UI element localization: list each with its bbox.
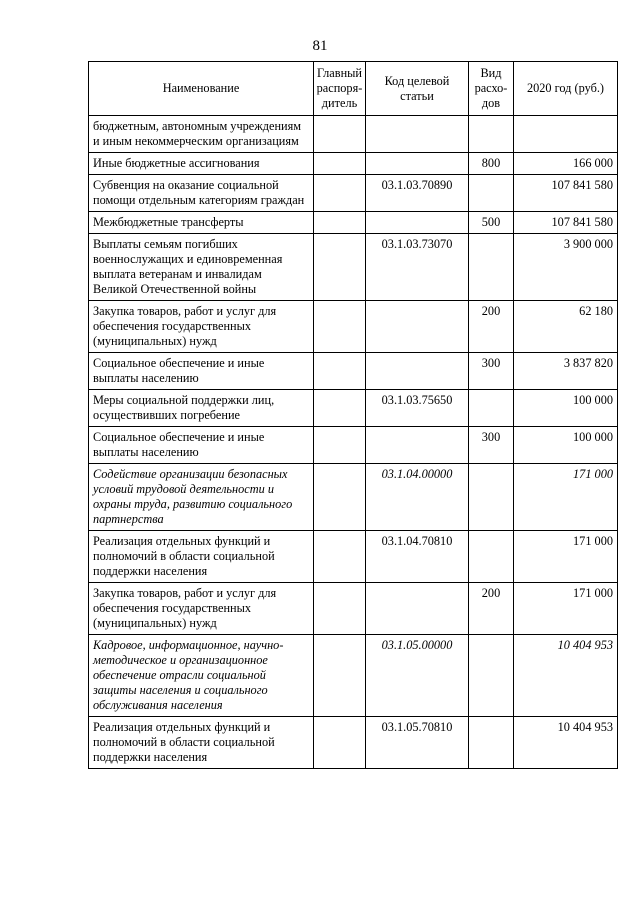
row-amount: 10 404 953: [514, 717, 618, 769]
row-code: 03.1.04.70810: [366, 531, 469, 583]
row-name: Межбюджетные трансферты: [89, 212, 314, 234]
row-name: Кадровое, информационное, научно-методическое и организационное обеспечение отрасли социальной защиты населения и социального обслуживания населения: [89, 635, 314, 717]
row-amount: 3 837 820: [514, 353, 618, 390]
row-code: [366, 427, 469, 464]
table-row: [89, 531, 618, 583]
row-vid: [469, 116, 514, 153]
row-glavny: [314, 583, 366, 635]
table-row: [89, 212, 618, 234]
row-vid: [469, 234, 514, 301]
row-code: [366, 583, 469, 635]
table-header-row: [89, 62, 618, 116]
header-code: Код целевой статьи: [366, 62, 469, 116]
row-name: Меры социальной поддержки лиц, осуществивших погребение: [89, 390, 314, 427]
header-amount: 2020 год (руб.): [514, 62, 618, 116]
table-row: [89, 390, 618, 427]
row-code: 03.1.03.70890: [366, 175, 469, 212]
row-code: [366, 301, 469, 353]
row-vid: [469, 717, 514, 769]
row-name: бюджетным, автономным учреждениям и иным некоммерческим организациям: [89, 116, 314, 153]
row-code: 03.1.04.00000: [366, 464, 469, 531]
row-vid: 300: [469, 427, 514, 464]
row-amount: 107 841 580: [514, 212, 618, 234]
row-glavny: [314, 635, 366, 717]
table-row: [89, 427, 618, 464]
row-name: Иные бюджетные ассигнования: [89, 153, 314, 175]
row-amount: 171 000: [514, 583, 618, 635]
table-row: [89, 153, 618, 175]
row-glavny: [314, 464, 366, 531]
row-amount: 100 000: [514, 427, 618, 464]
row-name: Субвенция на оказание социальной помощи отдельным категориям граждан: [89, 175, 314, 212]
row-glavny: [314, 153, 366, 175]
row-name: Выплаты семьям погибших военнослужащих и единовременная выплата ветеранам и инвалидам Великой Отечественной войны: [89, 234, 314, 301]
row-code: 03.1.03.75650: [366, 390, 469, 427]
row-glavny: [314, 353, 366, 390]
row-amount: 100 000: [514, 390, 618, 427]
row-glavny: [314, 116, 366, 153]
row-code: [366, 116, 469, 153]
header-name: Наименование: [89, 62, 314, 116]
row-vid: 500: [469, 212, 514, 234]
row-vid: 800: [469, 153, 514, 175]
table-row: [89, 583, 618, 635]
row-vid: [469, 635, 514, 717]
row-name: Реализация отдельных функций и полномочий в области социальной поддержки населения: [89, 717, 314, 769]
row-glavny: [314, 234, 366, 301]
row-code: [366, 212, 469, 234]
row-amount: 62 180: [514, 301, 618, 353]
table-row: [89, 234, 618, 301]
table-row: [89, 353, 618, 390]
page-number: 81: [312, 38, 328, 54]
row-amount: 171 000: [514, 531, 618, 583]
table-row: [89, 301, 618, 353]
row-amount: [514, 116, 618, 153]
row-glavny: [314, 390, 366, 427]
row-name: Социальное обеспечение и иные выплаты населению: [89, 353, 314, 390]
row-code: 03.1.05.00000: [366, 635, 469, 717]
row-vid: [469, 175, 514, 212]
row-glavny: [314, 212, 366, 234]
row-glavny: [314, 427, 366, 464]
header-vid: Вид расхо-дов: [469, 62, 514, 116]
row-glavny: [314, 531, 366, 583]
row-glavny: [314, 717, 366, 769]
row-name: Закупка товаров, работ и услуг для обеспечения государственных (муниципальных) нужд: [89, 583, 314, 635]
row-code: 03.1.05.70810: [366, 717, 469, 769]
table-row: [89, 175, 618, 212]
row-vid: [469, 531, 514, 583]
row-name: Содействие организации безопасных условий трудовой деятельности и охраны труда, развитию социального партнерства: [89, 464, 314, 531]
row-amount: 10 404 953: [514, 635, 618, 717]
table-row: [89, 464, 618, 531]
table-row: [89, 116, 618, 153]
header-glavny: Главный распоря-дитель: [314, 62, 366, 116]
row-code: [366, 153, 469, 175]
row-vid: 300: [469, 353, 514, 390]
row-amount: 107 841 580: [514, 175, 618, 212]
row-name: Закупка товаров, работ и услуг для обеспечения государственных (муниципальных) нужд: [89, 301, 314, 353]
table-row: [89, 717, 618, 769]
row-vid: 200: [469, 301, 514, 353]
row-glavny: [314, 301, 366, 353]
row-vid: [469, 464, 514, 531]
row-code: 03.1.03.73070: [366, 234, 469, 301]
row-amount: 166 000: [514, 153, 618, 175]
row-amount: 171 000: [514, 464, 618, 531]
row-vid: 200: [469, 583, 514, 635]
table-row: [89, 635, 618, 717]
budget-table: [88, 61, 618, 769]
row-amount: 3 900 000: [514, 234, 618, 301]
row-vid: [469, 390, 514, 427]
row-glavny: [314, 175, 366, 212]
row-name: Социальное обеспечение и иные выплаты населению: [89, 427, 314, 464]
row-name: Реализация отдельных функций и полномочий в области социальной поддержки населения: [89, 531, 314, 583]
row-code: [366, 353, 469, 390]
